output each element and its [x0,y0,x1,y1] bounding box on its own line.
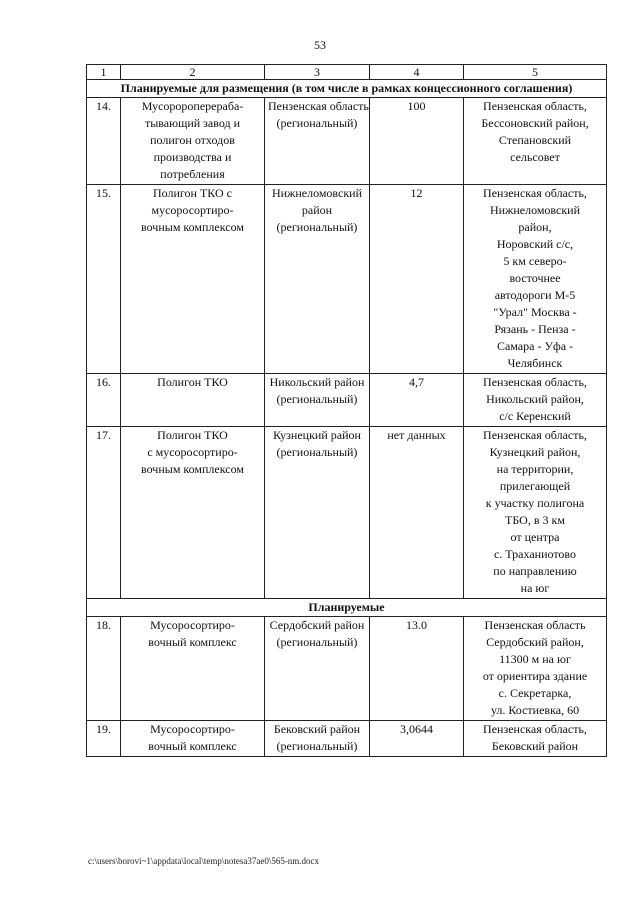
section-header-row [87,599,607,617]
facility-name-line: Мусоросортиро- [150,722,235,736]
facility-area-line: Пензенская область [268,99,369,113]
facility-name-line: вочным комплексом [141,220,244,234]
facility-location-line: Пензенская область, [483,99,587,113]
facility-location-line: с/с Керенский [499,409,571,423]
column-number: 1 [87,65,121,80]
facility-location [464,98,607,185]
facility-value: нет данных [370,427,464,599]
facility-location-line: Сердобский район, [486,635,584,649]
row-number: 19. [87,721,121,757]
facility-location [464,374,607,427]
facility-location-line: "Урал" Москва - [493,305,577,319]
facility-location-line: Пензенская область, [483,186,587,200]
facility-location-line: Пензенская область, [483,428,587,442]
column-number: 5 [464,65,607,80]
facility-area-line: (региональный) [276,220,358,234]
facility-location-line: Пензенская область, [483,375,587,389]
facility-area-line: (региональный) [276,445,358,459]
section-header-row [87,80,607,98]
facility-name-line: тывающий завод и [144,116,241,130]
facility-area-line: Никольский район [269,375,365,389]
table-row [87,185,607,374]
facility-location-line: Нижнеломовский [489,203,581,217]
table-row [87,374,607,427]
facility-name-line: с мусоросортиро- [147,445,238,459]
row-number: 15. [87,185,121,374]
facility-area-line: Кузнецкий район [273,428,361,442]
waste-facilities-table [86,64,607,757]
facility-name-line: Полигон ТКО [157,375,228,389]
facility-location-line: 11300 м на юг [499,652,571,666]
facility-location-line: с. Траханиотово [493,547,577,561]
facility-name-line: полигон отходов [150,133,235,147]
column-number: 2 [121,65,265,80]
facility-location-line: Бессоновский район, [481,116,589,130]
facility-value: 12 [370,185,464,374]
facility-location-line: восточнее [509,271,561,285]
facility-area-line: Нижнеломовский [271,186,363,200]
facility-location-line: прилегающей [499,479,571,493]
facility-name-line: потребления [160,167,225,181]
table-row [87,98,607,185]
facility-name-line: производства и [153,150,232,164]
column-number-row [87,65,607,80]
table-row [87,617,607,721]
facility-name [121,185,265,374]
facility-location-line: ТБО, в 3 км [505,513,565,527]
facility-location-line: от центра [510,530,560,544]
facility-area-line: Бековский район [273,722,361,736]
facility-area-line: (региональный) [276,635,358,649]
table-row [87,427,607,599]
facility-location-line: Степановский [498,133,572,147]
facility-location-line: Кузнецкий район, [489,445,581,459]
facility-location-line: Норовский с/с, [496,237,574,251]
facility-location-line: на юг [520,581,550,595]
facility-name [121,374,265,427]
document-file-path: c:\users\borovi~1\appdata\local\temp\notesa37ae0\565-nm.docx [88,856,320,866]
facility-area-line: (региональный) [276,739,358,753]
facility-location-line: с. Секретарка, [498,686,572,700]
facility-location-line: ул. Костиевка, 60 [490,703,580,717]
facility-area-line: (региональный) [276,392,358,406]
facility-location [464,617,607,721]
facility-location-line: Пензенская область, [483,722,587,736]
facility-value: 3,0644 [370,721,464,757]
facility-value: 4,7 [370,374,464,427]
row-number: 17. [87,427,121,599]
facility-location [464,185,607,374]
facility-name-line: мусоросортиро- [151,203,234,217]
section-title: Планируемые для размещения (в том числе в рамках концессионного соглашения) [87,80,607,98]
facility-value: 100 [370,98,464,185]
facility-location-line: Бековский район [491,739,579,753]
facility-name-line: Полигон ТКО [157,428,228,442]
facility-area [265,98,370,185]
facility-location-line: на территории, [496,462,574,476]
facility-area [265,721,370,757]
column-number: 3 [265,65,370,80]
facility-location-line: Никольский район, [486,392,584,406]
facility-location-line: Челябинск [507,356,563,370]
facility-area [265,617,370,721]
facility-location-line: 5 км северо- [503,254,567,268]
facility-area-line: (региональный) [276,116,358,130]
row-number: 16. [87,374,121,427]
facility-name-line: вочным комплексом [141,462,244,476]
facility-location-line: от ориентира здание [482,669,588,683]
facility-name [121,98,265,185]
facility-location-line: Рязань - Пенза - [494,322,576,336]
facility-location-line: Самара - Уфа - [496,339,574,353]
facility-area [265,185,370,374]
section-title: Планируемые [87,599,607,617]
facility-area-line: Сердобский район [269,618,365,632]
facility-name-line: Мусоросортиро- [150,618,235,632]
facility-name [121,427,265,599]
facility-location-line: к участку полигона [485,496,585,510]
facility-location-line: Пензенская область [484,618,586,632]
facility-value: 13.0 [370,617,464,721]
facility-area [265,427,370,599]
facility-name-line: Мусоророперераба- [141,99,244,113]
facility-area-line: район [301,203,333,217]
page-number: 53 [314,38,326,52]
facility-area [265,374,370,427]
facility-location [464,721,607,757]
facility-name [121,721,265,757]
column-number: 4 [370,65,464,80]
facility-location-line: по направлению [493,564,577,578]
facility-location-line: сельсовет [510,150,560,164]
row-number: 18. [87,617,121,721]
facility-name-line: вочный комплекс [148,739,237,753]
facility-name-line: Полигон ТКО с [153,186,232,200]
facility-location-line: автодороги М-5 [494,288,576,302]
facility-name [121,617,265,721]
facility-name-line: вочный комплекс [148,635,237,649]
facility-location-line: район, [518,220,552,234]
row-number: 14. [87,98,121,185]
table-row [87,721,607,757]
facility-location [464,427,607,599]
